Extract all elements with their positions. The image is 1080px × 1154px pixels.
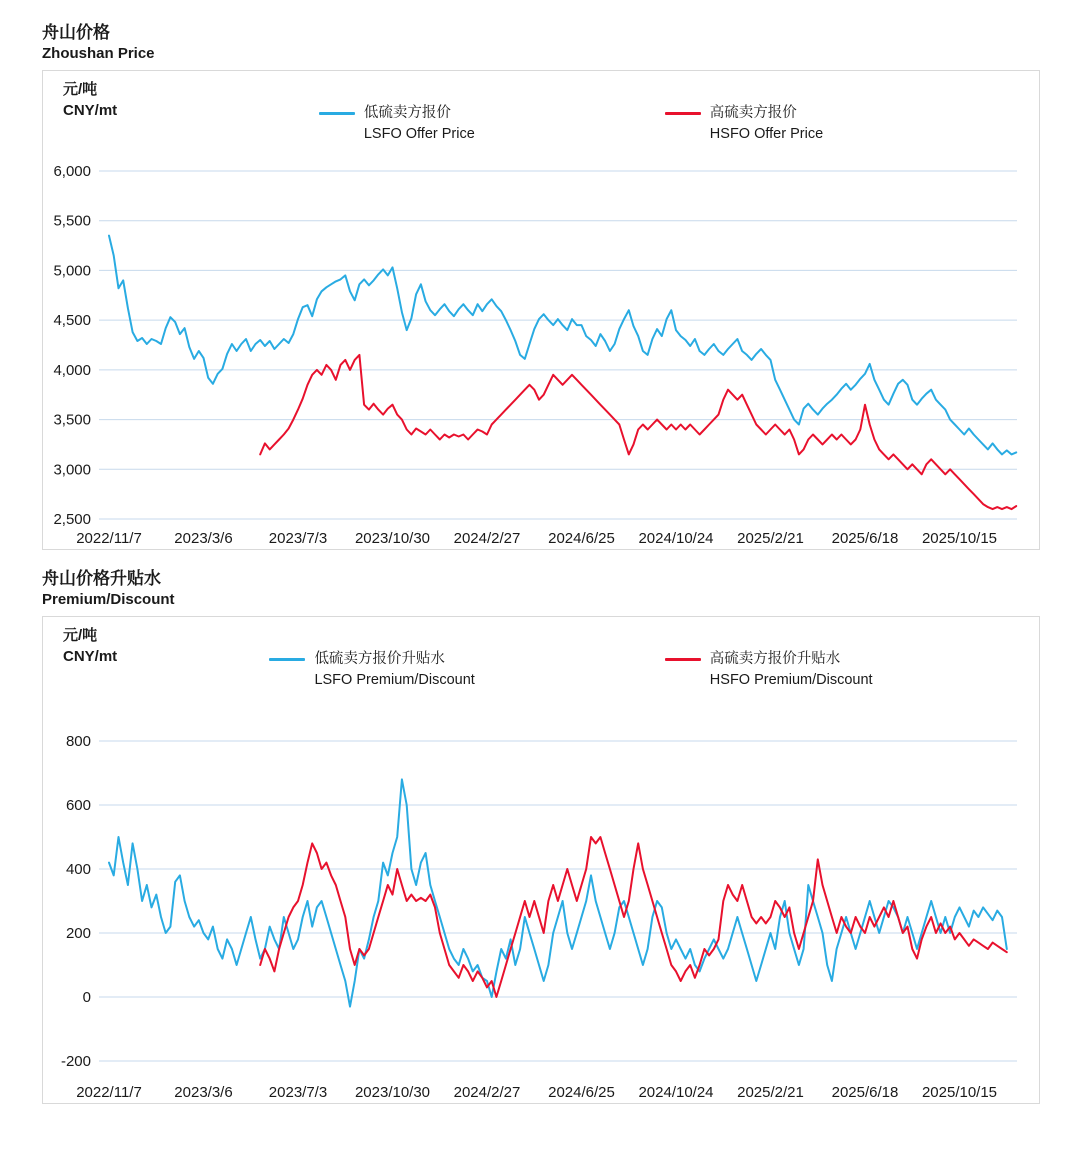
x-tick-label: 2022/11/7 — [76, 530, 142, 547]
y-tick-label: 5,500 — [53, 212, 91, 230]
x-tick-label: 2024/2/27 — [453, 530, 521, 547]
price-title-en: Zhoushan Price — [42, 45, 155, 62]
y-tick-label: 200 — [65, 925, 91, 942]
premium-title-en: Premium/Discount — [42, 591, 175, 608]
hsfo-premium-label-en: HSFO Premium/Discount — [709, 672, 873, 688]
x-tick-label: 2024/6/25 — [548, 530, 615, 547]
y-tick-label: 5,000 — [53, 262, 91, 280]
premium-legend — [103, 617, 1039, 691]
lsfo-line-swatch-icon — [319, 112, 355, 115]
x-tick-label: 2025/10/15 — [921, 530, 998, 547]
y-tick-label: 3,500 — [53, 411, 91, 429]
x-tick-label: 2025/2/21 — [737, 530, 804, 547]
x-tick-label: 2025/6/18 — [831, 1084, 899, 1101]
x-tick-label: 2024/2/27 — [453, 1084, 521, 1101]
hsfo-offer-label-cn: 高硫卖方报价 — [709, 105, 797, 121]
premium-chart-header — [43, 617, 1039, 711]
x-tick-label: 2023/10/30 — [354, 530, 431, 547]
price-chart-block — [42, 18, 1040, 550]
hsfo-offer-label-en: HSFO Offer Price — [709, 126, 824, 142]
y-tick-label: 3,000 — [53, 461, 91, 479]
premium-chart-block — [42, 564, 1040, 1104]
price-unit-en: CNY/mt — [63, 102, 118, 119]
x-tick-label: 2024/10/24 — [638, 530, 714, 547]
hsfo-premium-swatch-icon — [665, 658, 701, 661]
legend-item-hsfo-premium — [665, 649, 873, 691]
price-y-axis-unit — [63, 79, 117, 121]
lsfo-offer-label-cn: 低硫卖方报价 — [363, 105, 451, 121]
y-tick-label: 4,000 — [53, 361, 91, 379]
y-tick-label: 2,500 — [53, 511, 91, 528]
x-tick-label: 2025/10/15 — [921, 1084, 998, 1101]
hsfo-line-swatch-icon — [665, 112, 701, 115]
price-legend — [103, 71, 1039, 145]
x-tick-label: 2023/3/6 — [174, 530, 233, 547]
premium-plot — [43, 711, 1039, 1103]
price-chart-panel — [42, 70, 1040, 550]
lsfo-premium-label-cn: 低硫卖方报价升贴水 — [314, 651, 445, 667]
x-tick-label: 2022/11/7 — [76, 1084, 142, 1101]
y-tick-label: 600 — [65, 797, 91, 814]
lsfo-offer-label-en: LSFO Offer Price — [363, 126, 475, 142]
legend-item-lsfo-premium — [269, 649, 474, 691]
y-tick-label: 6,000 — [53, 163, 91, 180]
y-tick-label: 400 — [65, 861, 91, 878]
premium-chart-panel — [42, 616, 1040, 1104]
lsfo-premium-label-en: LSFO Premium/Discount — [314, 672, 475, 688]
y-tick-label: 4,500 — [53, 312, 91, 330]
hsfo-premium-line — [260, 837, 1007, 997]
hsfo-premium-label-cn: 高硫卖方报价升贴水 — [709, 651, 841, 667]
lsfo-premium-swatch-icon — [269, 658, 305, 661]
legend-item-lsfo-offer — [319, 103, 475, 145]
x-tick-label: 2025/6/18 — [831, 530, 899, 547]
premium-unit-en: CNY/mt — [63, 648, 118, 665]
x-tick-label: 2024/10/24 — [638, 1084, 714, 1101]
price-plot — [43, 157, 1039, 549]
price-unit-cn: 元/吨 — [63, 81, 98, 98]
y-tick-label: 0 — [82, 989, 91, 1006]
x-tick-label: 2023/10/30 — [354, 1084, 431, 1101]
premium-unit-cn: 元/吨 — [63, 627, 98, 644]
lsfo-offer-line — [109, 236, 1016, 455]
price-title-cn: 舟山价格 — [42, 23, 110, 42]
x-tick-label: 2023/3/6 — [174, 1084, 233, 1101]
legend-item-hsfo-offer — [665, 103, 823, 145]
premium-y-axis-unit — [63, 625, 117, 667]
price-chart-header — [43, 71, 1039, 157]
hsfo-offer-line — [260, 355, 1016, 509]
x-tick-label: 2025/2/21 — [737, 1084, 804, 1101]
y-tick-label: 800 — [65, 733, 91, 750]
x-tick-label: 2024/6/25 — [548, 1084, 615, 1101]
lsfo-premium-line — [109, 779, 1007, 1006]
x-tick-label: 2023/7/3 — [268, 1084, 328, 1101]
premium-title-cn: 舟山价格升贴水 — [42, 569, 161, 588]
y-tick-label: -200 — [60, 1053, 91, 1070]
x-tick-label: 2023/7/3 — [268, 530, 328, 547]
